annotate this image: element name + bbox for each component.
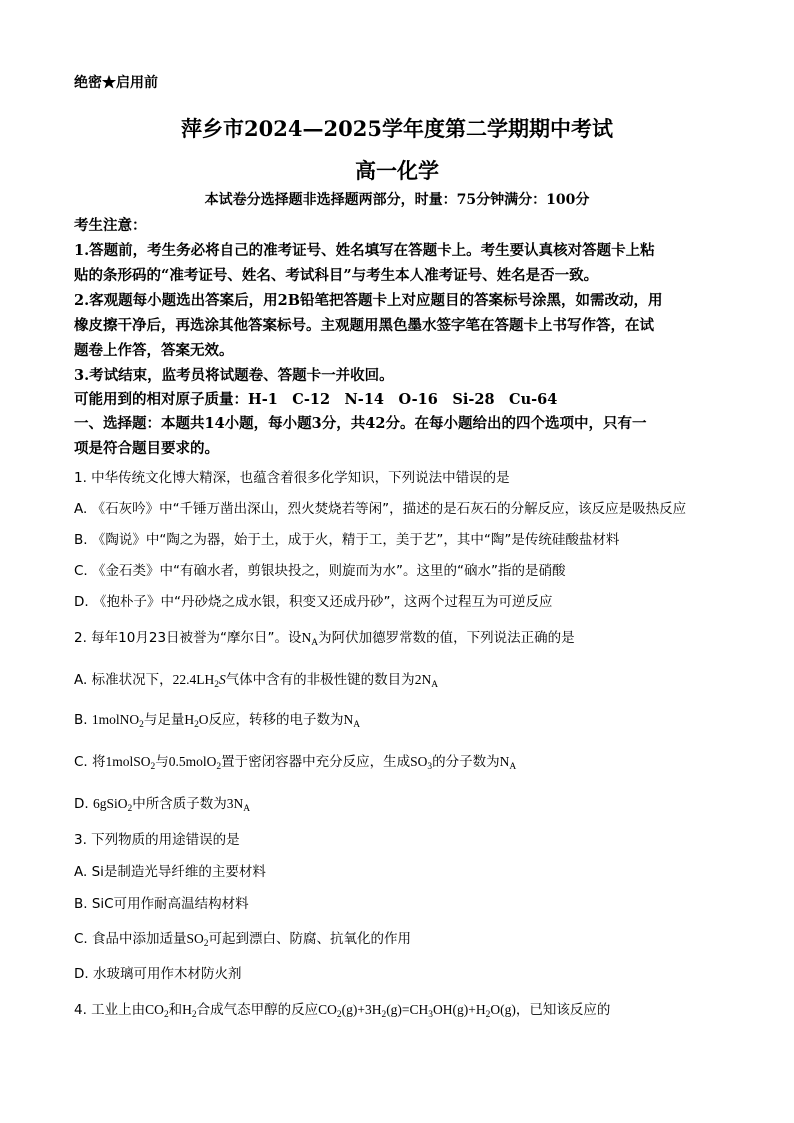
question-2-stem xyxy=(74,626,575,646)
text: 为阿伏加德罗常数的值，下列说法正确的是 xyxy=(318,630,575,646)
subject-title: 高一化学 xyxy=(355,158,439,183)
question-1-option-d: D. 《抱朴子》中“丹砂烧之成水银，积变又还成丹砂”，这两个过程互为可逆反应 xyxy=(74,594,553,610)
question-3-option-b: B. SiC可用作耐高温结构材料 xyxy=(74,896,249,912)
exam-info: 本试卷分选择题非选择题两部分，时量：75分钟满分：100分 xyxy=(204,192,590,208)
question-1-option-a: A. 《石灰吟》中“千锤万凿出深山，烈火焚烧若等闲”，描述的是石灰石的分解反应，该反应是吸热反应 xyxy=(74,501,687,517)
notice-line: 贴的条形码的“准考证号、姓名、考试科目”与考生本人准考证号、姓名是否一致。 xyxy=(74,267,599,284)
section-heading-cont: 项是符合题目要求的。 xyxy=(74,440,219,457)
question-2-option-a: A. 标准状况下，$22.4LH_2S$气体中含有的非极性键的数目为$2N_A$ xyxy=(74,672,439,690)
question-2-option-c: C. 将1molSO$_2$与0.5molO$_2$置于密闭容器中充分反应，生成$SO_3$的分子数为$N_A$ xyxy=(74,754,517,772)
question-4-stem: 4. 工业上由$CO_2$和$H_2$合成气态甲醇的反应$CO_2(g)+3H_2(g)=CH_3OH(g)+H_2O(g)$，已知该反应的 xyxy=(74,1002,611,1020)
question-3-stem: 3. 下列物质的用途错误的是 xyxy=(74,832,240,848)
question-3-option-c: C. 食品中添加适量$SO_2$可起到漂白、防腐、抗氧化的作用 xyxy=(74,931,411,949)
question-2-option-d: D. 6gSiO$_2$中所含质子数为$3N_A$ xyxy=(74,796,251,814)
notice-heading: 考生注意： xyxy=(74,217,147,234)
notice-line: 3.考试结束，监考员将试题卷、答题卡一并收回。 xyxy=(74,367,394,384)
atomic-mass-line: 可能用到的相对原子质量：H-1 C-12 N-14 O-16 Si-28 Cu-64 xyxy=(74,391,558,408)
notice-line: 题卷上作答，答案无效。 xyxy=(74,342,234,359)
formula: $N_A$ xyxy=(301,630,319,648)
notice-line: 橡皮擦干净后，再选涂其他答案标号。主观题用黑色墨水签字笔在答题卡上书写作答，在试 xyxy=(74,317,654,334)
question-1-option-c: C. 《金石类》中“有硇水者，剪银块投之，则旋而为水”。这里的“硇水”指的是硝酸 xyxy=(74,563,566,579)
section-heading: 一、选择题：本题共14小题，每小题3分，共42分。在每小题给出的四个选项中，只有一 xyxy=(74,415,647,432)
notice-line: 2.客观题每小题选出答案后，用2B铅笔把答题卡上对应题目的答案标号涂黑，如需改动，用 xyxy=(74,292,663,309)
question-1-option-b: B. 《陶说》中“陶之为器，始于土，成于火，精于工，美于艺”，其中“陶”是传统硅酸盐材料 xyxy=(74,532,620,548)
question-3-option-a: A. Si是制造光导纤维的主要材料 xyxy=(74,864,266,880)
confidential-mark: 绝密★启用前 xyxy=(74,75,158,91)
question-3-option-d: D. 水玻璃可用作木材防火剂 xyxy=(74,966,242,982)
notice-line: 1.答题前，考生务必将自己的准考证号、姓名填写在答题卡上。考生要认真核对答题卡上粘 xyxy=(74,242,655,259)
text: 2. 每年10月23日被誉为“摩尔日”。设 xyxy=(74,630,302,646)
question-2-option-b: B. 1molNO$_2$与足量$H_2O$反应，转移的电子数为$N_A$ xyxy=(74,712,361,730)
question-1-stem: 1. 中华传统文化博大精深，也蕴含着很多化学知识，下列说法中错误的是 xyxy=(74,470,510,486)
exam-title: 萍乡市2024—2025学年度第二学期期中考试 xyxy=(181,116,613,141)
